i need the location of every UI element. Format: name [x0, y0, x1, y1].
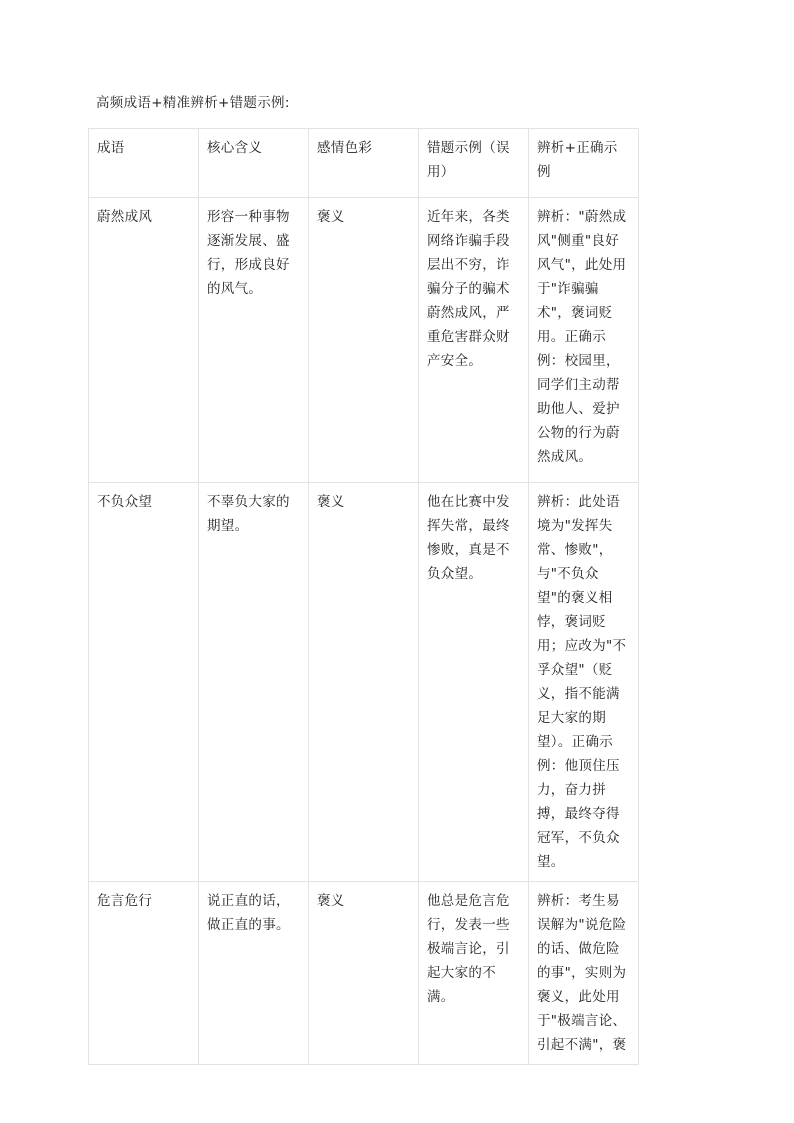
- sentiment-cell: 褒义: [309, 882, 419, 1065]
- meaning-cell: 形容一种事物逐渐发展、盛行，形成良好的风气。: [199, 198, 309, 483]
- wrong-example-cell: 他在比赛中发挥失常，最终惨败，真是不负众望。: [419, 483, 529, 882]
- table-row: [89, 483, 639, 882]
- meaning-cell: 不辜负大家的期望。: [199, 483, 309, 882]
- table-header-row: [89, 129, 639, 198]
- table-row: [89, 198, 639, 483]
- header-cell-idiom: 成语: [89, 129, 199, 198]
- analysis-cell: 辨析：此处语境为"发挥失常、惨败"，与"不负众望"的褒义相悖，褒词贬用；应改为"不孚众望"（贬义，指不能满足大家的期望）。正确示例：他顶住压力，奋力拼搏，最终夺得冠军，不负众望。: [529, 483, 639, 882]
- wrong-example-cell: 近年来，各类网络诈骗手段层出不穷，诈骗分子的骗术蔚然成风，严重危害群众财产安全。: [419, 198, 529, 483]
- sentiment-cell: 褒义: [309, 198, 419, 483]
- sentiment-cell: 褒义: [309, 483, 419, 882]
- header-cell-meaning: 核心含义: [199, 129, 309, 198]
- page-heading: 高频成语+精准辨析+错题示例:: [96, 95, 290, 111]
- header-cell-wrong-example: 错题示例（误用）: [419, 129, 529, 198]
- idiom-table: [88, 128, 639, 1065]
- header-cell-sentiment: 感情色彩: [309, 129, 419, 198]
- analysis-cell: 辨析："蔚然成风"侧重"良好风气"，此处用于"诈骗骗术"，褒词贬用。正确示例：校园里，同学们主动帮助他人、爱护公物的行为蔚然成风。: [529, 198, 639, 483]
- analysis-cell: 辨析：考生易误解为"说危险的话、做危险的事"，实则为褒义，此处用于"极端言论、引起不满"，褒: [529, 882, 639, 1065]
- meaning-cell: 说正直的话，做正直的事。: [199, 882, 309, 1065]
- wrong-example-cell: 他总是危言危行，发表一些极端言论，引起大家的不满。: [419, 882, 529, 1065]
- idiom-cell: 不负众望: [89, 483, 199, 882]
- header-cell-analysis: 辨析+正确示例: [529, 129, 639, 198]
- table-row: [89, 882, 639, 1065]
- idiom-cell: 蔚然成风: [89, 198, 199, 483]
- idiom-cell: 危言危行: [89, 882, 199, 1065]
